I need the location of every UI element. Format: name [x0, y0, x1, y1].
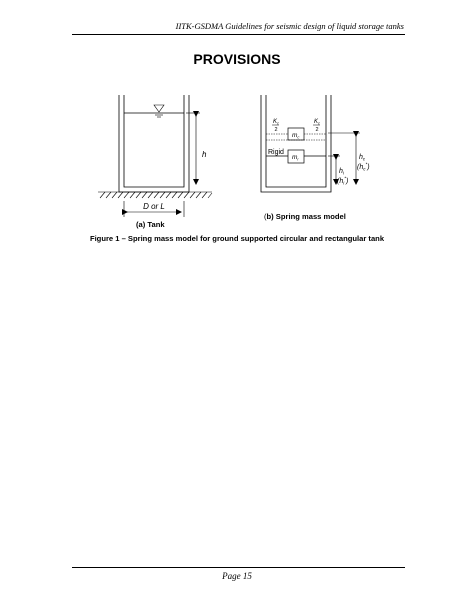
impulsive-mass	[288, 150, 304, 163]
footer-rule	[72, 567, 405, 568]
header-rule	[72, 34, 405, 35]
tank-walls	[119, 95, 189, 192]
svg-text:2: 2	[274, 127, 278, 133]
ground-hatching	[98, 192, 212, 198]
water-level-icon	[154, 105, 164, 117]
spring-right	[304, 119, 326, 134]
figure-1	[0, 85, 474, 231]
svg-text:Kc: $K_c$	[273, 119, 280, 126]
figure-caption: Figure 1 – Spring mass model for ground supported circular and rectangular tank	[89, 234, 385, 243]
hc-label: $h_c$	[359, 154, 366, 162]
height-dimension	[186, 113, 200, 184]
hi-label: $h_i$	[339, 168, 344, 176]
svg-text:Kc: $K_c$	[314, 119, 321, 126]
hc-star-label: $(h_c^*)$	[357, 161, 370, 172]
svg-text:mc: $m_c$	[292, 132, 300, 140]
svg-text:2: 2	[315, 127, 319, 133]
spring-mass-diagram	[261, 95, 370, 221]
tank-caption: (a) Tank	[136, 220, 165, 229]
page-number: Page 15	[222, 571, 252, 581]
section-title: PROVISIONS	[193, 51, 281, 67]
running-header: IITK-GSDMA Guidelines for seismic design of liquid storage tanks	[175, 21, 404, 31]
convective-mass	[288, 128, 304, 140]
model-walls	[261, 95, 331, 192]
width-label: D or L	[143, 202, 165, 211]
svg-text:mi: $m_i$	[292, 154, 299, 162]
spring-mass-caption: (b) Spring mass model	[264, 212, 346, 221]
height-label: h	[202, 150, 207, 159]
rigid-label: Rigid	[268, 149, 284, 156]
hi-star-label: $(h_i^*)$	[337, 175, 349, 186]
spring-left	[266, 119, 288, 134]
tank-diagram	[98, 95, 212, 229]
